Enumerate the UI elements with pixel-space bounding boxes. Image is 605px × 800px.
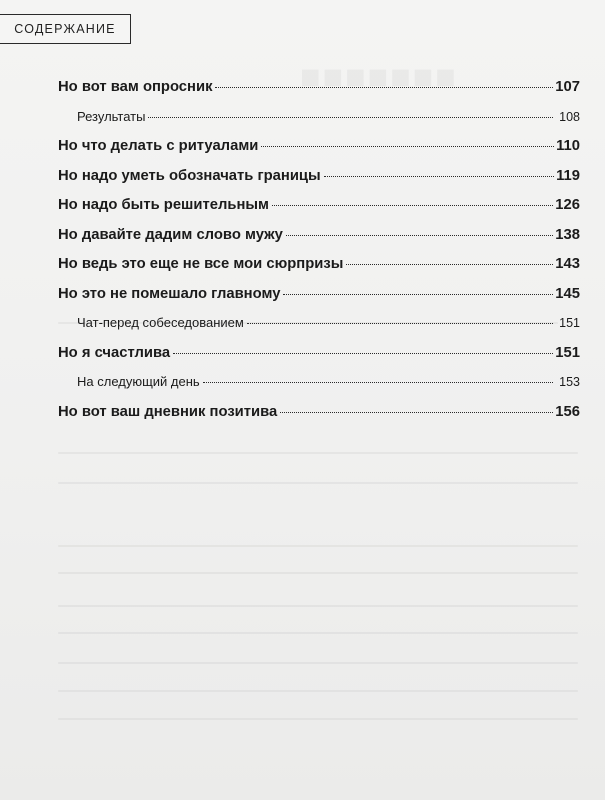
dot-leader	[247, 323, 553, 324]
toc-entry-page: 107	[555, 79, 580, 95]
toc-entry[interactable]	[58, 227, 580, 257]
toc-entry[interactable]	[58, 404, 580, 434]
toc-entry[interactable]	[58, 79, 580, 109]
dot-leader	[286, 235, 553, 236]
toc-entry-page: 151	[555, 344, 580, 361]
toc-entry-title: Но я счастлива	[58, 344, 171, 361]
bleed-through-line	[58, 605, 578, 607]
dot-leader	[148, 117, 553, 118]
toc-entry-title: Но вот вам опросник	[58, 79, 213, 95]
toc-entry[interactable]	[58, 138, 580, 168]
toc-entry[interactable]	[58, 286, 580, 316]
dot-leader	[173, 353, 553, 354]
toc-entry-page: 138	[555, 226, 580, 243]
dot-leader	[215, 87, 553, 88]
toc-entry-title: На следующий день	[77, 374, 200, 389]
toc-entry-title: Но надо уметь обозначать границы	[58, 167, 321, 184]
toc-entry[interactable]	[58, 197, 580, 227]
toc-entry-title: Но это не помешало главному	[58, 285, 281, 302]
toc-entry-title: Но давайте дадим слово мужу	[58, 226, 283, 243]
toc-entry-page: 151	[559, 316, 580, 330]
toc-entry-page: 126	[555, 197, 580, 213]
bleed-through-title-shape: ■■■■■■■	[298, 58, 456, 96]
bleed-through-line	[58, 545, 578, 547]
toc-entry-page: 156	[555, 403, 580, 420]
toc-subentry[interactable]	[58, 109, 580, 139]
toc-entry-title: Результаты	[77, 108, 146, 124]
toc-entry-title: Но вот ваш дневник позитива	[58, 403, 278, 420]
dot-leader	[283, 294, 553, 295]
dot-leader	[280, 412, 553, 413]
toc-entry[interactable]	[58, 256, 580, 286]
dot-leader	[261, 146, 554, 147]
toc-entry-title: Но надо быть решительным	[58, 197, 269, 213]
toc-entry-page: 143	[555, 256, 580, 272]
bleed-through-line	[58, 452, 578, 454]
dot-leader	[272, 205, 553, 206]
bleed-through-line	[58, 632, 578, 634]
dot-leader	[203, 382, 553, 383]
table-of-contents	[58, 79, 580, 433]
dot-leader	[346, 264, 553, 265]
toc-subentry[interactable]	[58, 315, 580, 345]
bleed-through-line	[58, 690, 578, 692]
toc-entry-title: Но ведь это еще не все мои сюрпризы	[58, 256, 344, 272]
bleed-through-line	[58, 662, 578, 664]
section-header-label: СОДЕРЖАНИЕ	[14, 22, 116, 36]
toc-entry-page: 110	[556, 138, 580, 154]
toc-entry-title: Но что делать с ритуалами	[58, 138, 259, 154]
bleed-through-line	[58, 482, 578, 484]
section-header	[0, 14, 131, 44]
dot-leader	[324, 176, 554, 177]
toc-entry[interactable]	[58, 345, 580, 375]
toc-entry[interactable]	[58, 168, 580, 198]
bleed-through-line	[58, 718, 578, 720]
toc-entry-page: 108	[559, 109, 580, 124]
toc-subentry[interactable]	[58, 374, 580, 404]
toc-entry-page: 145	[555, 285, 580, 302]
toc-entry-page: 153	[559, 375, 580, 389]
toc-entry-page: 119	[556, 167, 580, 184]
toc-entry-title: Чат-перед собеседованием	[77, 315, 244, 330]
bleed-through-line	[58, 572, 578, 574]
